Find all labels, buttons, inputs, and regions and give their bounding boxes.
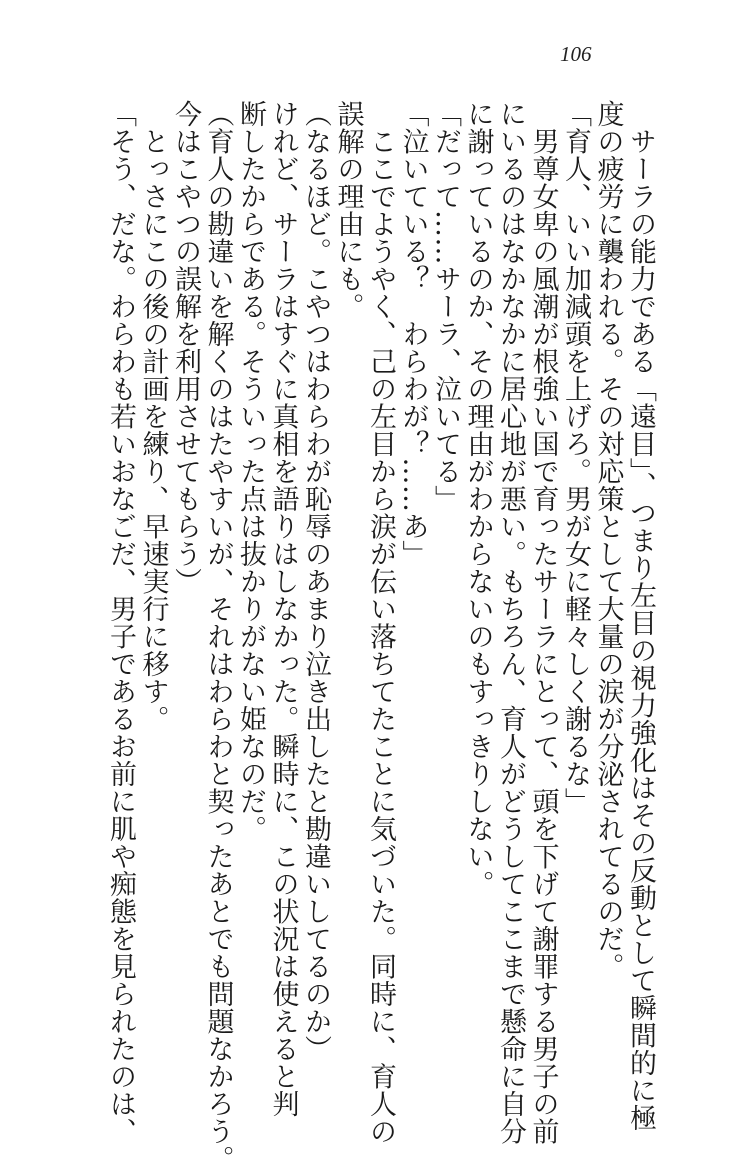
text-line: 度の疲労に襲われる。その対応策として大量の涙が分泌されてるのだ。	[592, 100, 624, 980]
text-line: 「だって……サーラ、泣いてる」	[430, 100, 461, 513]
text-line: けれど、サーラはすぐに真相を語りはしなかった。瞬時に、この状況は使えると判	[267, 100, 299, 1118]
text-line: とっさにこの後の計画を練り、早速実行に移す。	[137, 100, 169, 733]
text-line: 断したからである。そういった点は抜かりがない姫なのだ。	[235, 100, 266, 843]
vertical-text-body	[105, 100, 656, 1173]
text-line: にいるのはなかなかに居心地が悪い。もちろん、育人がどうしてここまで懸命に自分	[495, 100, 526, 1145]
page-number: 106	[560, 42, 592, 66]
text-line: 男尊女卑の風潮が根強い国で育ったサーラにとって、頭を下げて謝罪する男子の前	[527, 100, 559, 1145]
text-line: ここでようやく、己の左目から涙が伝い落ちてたことに気づいた。同時に、育人の	[365, 100, 396, 1145]
text-line: 今はこやつの誤解を利用させてもらう）	[170, 100, 201, 595]
text-line: （なるほど。こやつはわらわが恥辱のあまり泣き出したと勘違いしてるのか）	[300, 100, 331, 1063]
text-line: （育人の勘違いを解くのはたやすいが、それはわらわと契ったあとでも問題なかろう。	[202, 100, 234, 1173]
text-line: 「泣いている？ わらわが？……あ」	[397, 100, 429, 568]
text-line: に謝っているのか、その理由がわからないのもすっきりしない。	[462, 100, 494, 898]
text-line: 「育人、いい加減頭を上げろ。男が女に軽々しく謝るな」	[560, 100, 591, 815]
text-line: 誤解の理由にも。	[332, 100, 364, 320]
text-line: 「そう、だな。わらわも若いおなごだ、男子であるお前に肌や痴態を見られたのは、	[105, 100, 136, 1145]
text-line: サーラの能力である「遠目」、つまり左目の視力強化はその反動として瞬間的に極	[625, 100, 656, 1132]
